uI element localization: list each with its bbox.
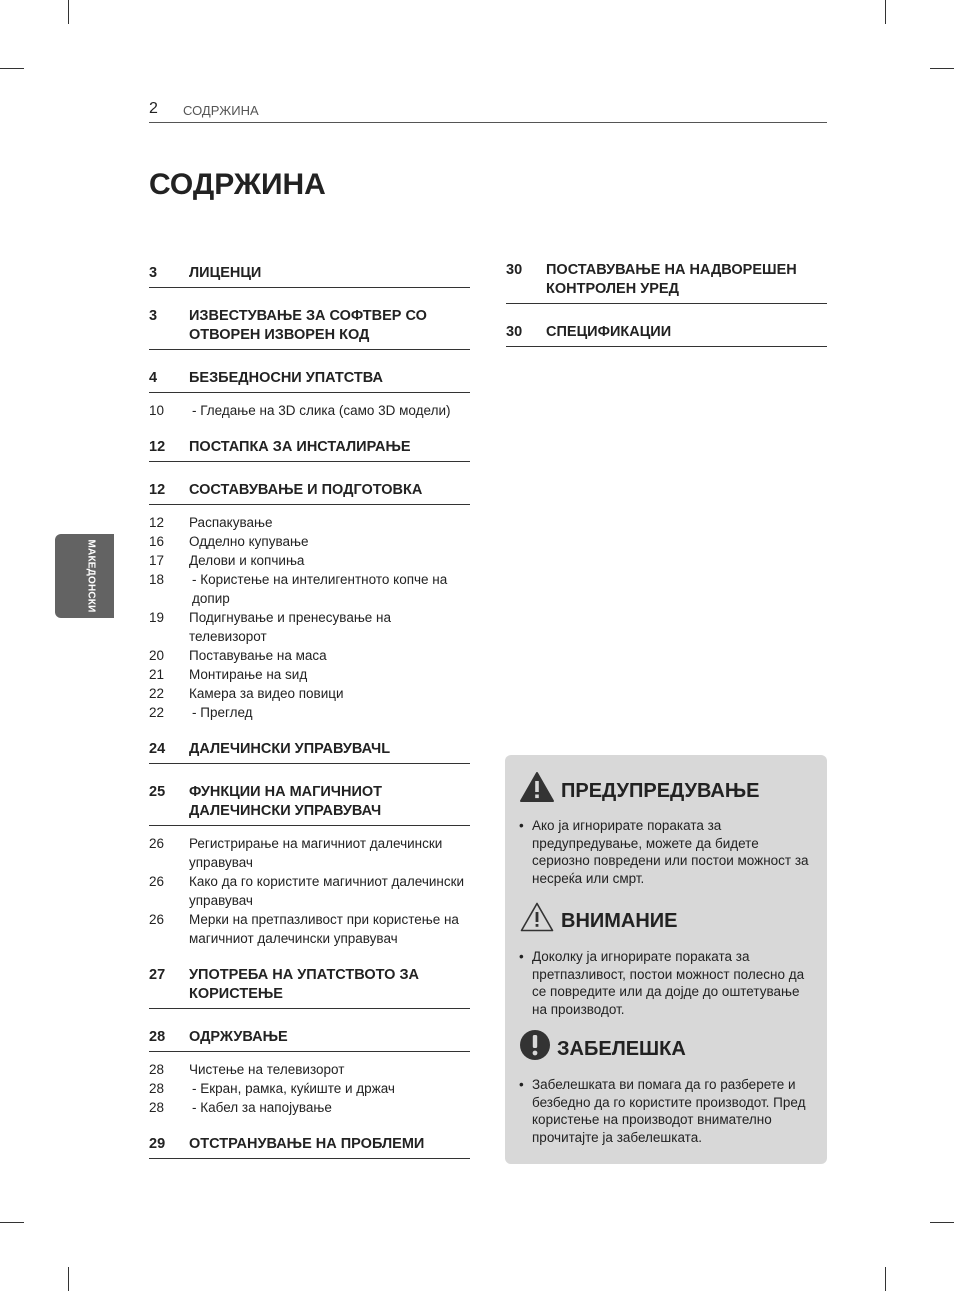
toc-page: 12 [149,482,166,498]
toc-page: 30 [506,262,523,278]
toc-page: 29 [149,1136,166,1152]
toc-title: - Кабел за напојување [192,1100,332,1115]
toc-page: 20 [149,648,165,663]
toc-title: Поставување на маса [189,648,327,663]
toc-title: ПОСТАВУВАЊЕ НА НАДВОРЕШЕН КОНТРОЛЕН УРЕД [546,262,797,297]
toc-subentry[interactable] [149,570,470,608]
caution-body: Доколку ја игнорирате пораката за претпазливост, постои можност полесно да се повредите или да дојде до оштетување на производот. [532,949,805,1017]
toc-title: Чистење на телевизорот [189,1062,345,1077]
symbols-notice-box [505,755,827,1164]
toc-section[interactable] [506,261,827,304]
toc-page: 26 [149,912,165,927]
toc-page: 28 [149,1029,166,1045]
toc-section[interactable] [149,264,470,288]
note-title: ЗАБЕЛЕШКА [557,1037,686,1060]
toc-page: 10 [149,403,165,418]
toc-title: ИЗВЕСТУВАЊЕ ЗА СОФТВЕР СО ОТВОРЕН ИЗВОРЕН КОД [189,308,427,343]
toc-title: - Екран, рамка, куќиште и држач [192,1081,395,1096]
toc-title: УПОТРЕБА НА УПАТСТВОТО ЗА КОРИСТЕЊЕ [189,967,420,1002]
page-number: 2 [149,100,158,117]
toc-page: 25 [149,784,166,800]
toc-subentry[interactable] [149,1060,470,1079]
toc-title: ОТСТРАНУВАЊЕ НА ПРОБЛЕМИ [189,1136,425,1152]
page-title: СОДРЖИНА [149,168,326,201]
toc-subentry[interactable] [149,684,470,703]
toc-section[interactable] [149,966,470,1009]
caution-heading [519,901,678,933]
toc-section[interactable] [149,307,470,350]
toc-subentry[interactable] [149,1098,470,1117]
toc-title: - Гледање на 3D слика (само 3D модели) [192,403,451,418]
crop-mark [885,0,886,24]
toc-left-column [149,264,470,1167]
toc-page: 26 [149,874,165,889]
warning-heading [519,771,759,803]
toc-page: 24 [149,741,166,757]
caution-text [519,948,814,1018]
toc-page: 3 [149,265,158,281]
language-label: МАКЕДОНСКИ [85,539,97,613]
bullet: • [519,949,524,964]
toc-subentry[interactable] [149,910,470,948]
toc-title: СПЕЦИФИКАЦИИ [546,324,672,340]
warning-text [519,817,814,887]
note-heading [519,1029,686,1061]
toc-subentry[interactable] [149,646,470,665]
toc-page: 21 [149,667,165,682]
toc-title: - Користење на интелигентното копче на допир [192,572,448,606]
toc-section[interactable] [149,740,470,764]
crop-mark [930,1222,954,1223]
warning-title: ПРЕДУПРЕДУВАЊЕ [561,779,760,802]
toc-subentry[interactable] [149,513,470,532]
crop-mark [930,68,954,69]
toc-page: 3 [149,308,158,324]
toc-title: Камера за видео повици [189,686,344,701]
toc-title: Распакување [189,515,273,530]
exclamation-circle-icon [519,1029,551,1061]
toc-title: ФУНКЦИИ НА МАГИЧНИОТ ДАЛЕЧИНСКИ УПРАВУВАЧ [189,784,383,819]
toc-subentry[interactable] [149,834,470,872]
toc-title: ОДРЖУВАЊЕ [189,1029,288,1045]
toc-title: Подигнување и пренесување на телевизорот [189,610,392,644]
header-section-label: СОДРЖИНА [183,103,259,118]
toc-subentry[interactable] [149,401,470,420]
bullet: • [519,818,524,833]
toc-subentry[interactable] [149,703,470,722]
toc-title: Монтирање на ѕид [189,667,308,682]
toc-subentry[interactable] [149,1079,470,1098]
toc-page: 28 [149,1100,165,1115]
caution-icon [519,901,555,933]
toc-section[interactable] [149,783,470,826]
toc-section[interactable] [149,1028,470,1052]
toc-subentry[interactable] [149,872,470,910]
toc-title: - Преглед [192,705,253,720]
toc-page: 28 [149,1081,165,1096]
crop-mark [885,1267,886,1291]
toc-title: Како да го користите магичниот далечински управувач [189,874,465,908]
toc-page: 22 [149,705,165,720]
crop-mark [0,1222,24,1223]
toc-page: 30 [506,324,523,340]
note-text [519,1076,814,1146]
toc-page: 4 [149,370,158,386]
toc-title: Мерки на претпазливост при користење на магичниот далечински управувач [189,912,459,946]
warning-icon [519,771,555,803]
toc-title: Одделно купување [189,534,309,549]
toc-page: 22 [149,686,165,701]
toc-title: Делови и копчиња [189,553,305,568]
caution-title: ВНИМАНИЕ [561,909,678,932]
toc-title: Регистрирање на магичниот далечински управувач [189,836,443,870]
page-header [149,100,827,123]
toc-subentry[interactable] [149,665,470,684]
warning-body: Ако ја игнорирате пораката за предупредување, можете да бидете сериозно повредени или постои можност за несреќа или смрт. [532,818,809,886]
toc-section[interactable] [149,438,470,462]
toc-page: 19 [149,610,165,625]
toc-section[interactable] [149,369,470,393]
toc-title: ПОСТАПКА ЗА ИНСТАЛИРАЊЕ [189,439,411,455]
toc-page: 27 [149,967,166,983]
language-side-tab [55,534,114,618]
toc-page: 12 [149,439,166,455]
toc-section[interactable] [506,323,827,347]
toc-subentry[interactable] [149,532,470,551]
toc-section[interactable] [149,1135,470,1159]
bullet: • [519,1077,524,1092]
note-body: Забелешката ви помага да го разберете и безбедно да го користите производот. Пред користење на производот внимателно прочитајте ја забелешката. [532,1077,806,1145]
toc-title: СОСТАВУВАЊЕ И ПОДГОТОВКА [189,482,423,498]
toc-page: 16 [149,534,165,549]
toc-page: 17 [149,553,165,568]
crop-mark [68,0,69,24]
toc-title: ДАЛЕЧИНСКИ УПРАВУВАЧL [189,741,391,757]
toc-subentry[interactable] [149,608,470,646]
toc-title: БЕЗБЕДНОСНИ УПАТСТВА [189,370,383,386]
toc-page: 26 [149,836,165,851]
crop-mark [68,1267,69,1291]
toc-page: 12 [149,515,165,530]
toc-right-column [506,261,827,355]
crop-mark [0,68,24,69]
toc-section[interactable] [149,481,470,505]
toc-subentry[interactable] [149,551,470,570]
toc-page: 18 [149,572,165,587]
toc-page: 28 [149,1062,165,1077]
toc-title: ЛИЦЕНЦИ [189,265,262,281]
